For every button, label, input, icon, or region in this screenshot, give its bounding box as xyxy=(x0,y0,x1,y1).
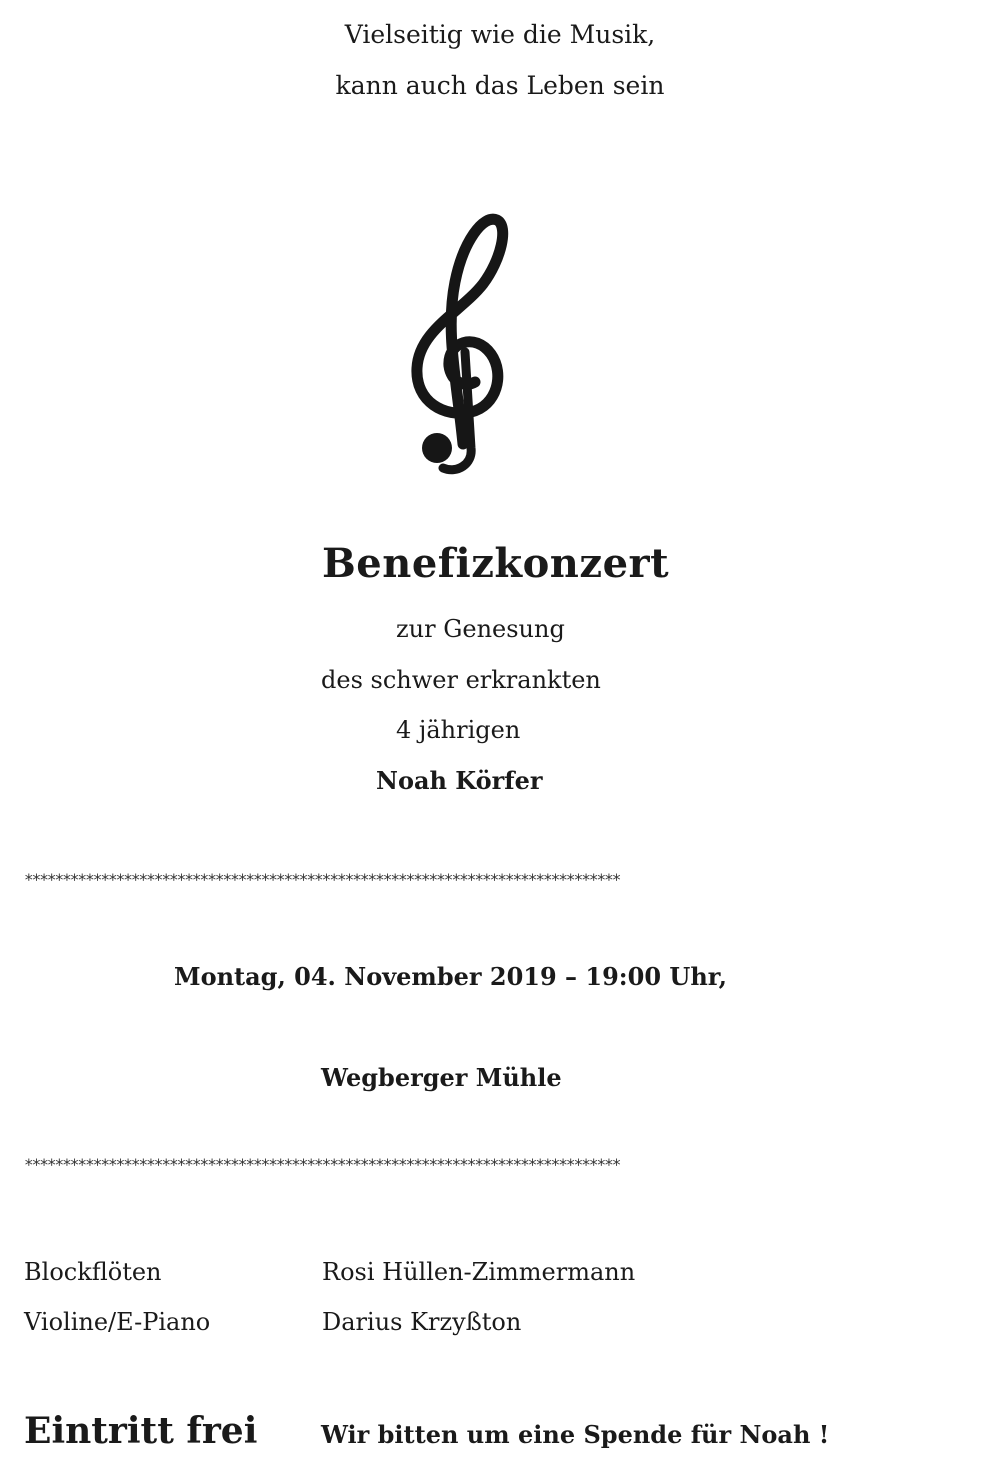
performer-name: Rosi Hüllen-Zimmermann xyxy=(322,1258,636,1286)
admission-free: Eintritt frei xyxy=(24,1410,258,1452)
event-date: Montag, 04. November 2019 – 19:00 Uhr, xyxy=(174,962,728,991)
event-venue: Wegberger Mühle xyxy=(321,1063,562,1092)
performer-instrument: Violine/E-Piano xyxy=(24,1308,211,1336)
donation-request: Wir bitten um eine Spende für Noah ! xyxy=(321,1420,830,1449)
motto-line-2: kann auch das Leben sein xyxy=(335,71,665,100)
treble-clef-icon xyxy=(405,212,515,478)
subtitle-line-2: des schwer erkrankten xyxy=(321,666,601,694)
subtitle-line-3: 4 jährigen xyxy=(396,716,521,744)
performer-instrument: Blockflöten xyxy=(24,1258,162,1286)
performer-name: Darius Krzyßton xyxy=(322,1308,522,1336)
separator-bottom: ****************************************************************************** xyxy=(24,1155,620,1174)
separator-top: ****************************************************************************** xyxy=(24,870,620,889)
beneficiary-name: Noah Körfer xyxy=(376,766,543,795)
subtitle-line-1: zur Genesung xyxy=(396,615,565,643)
motto-line-1: Vielseitig wie die Musik, xyxy=(344,20,656,49)
page-title: Benefizkonzert xyxy=(322,540,670,587)
